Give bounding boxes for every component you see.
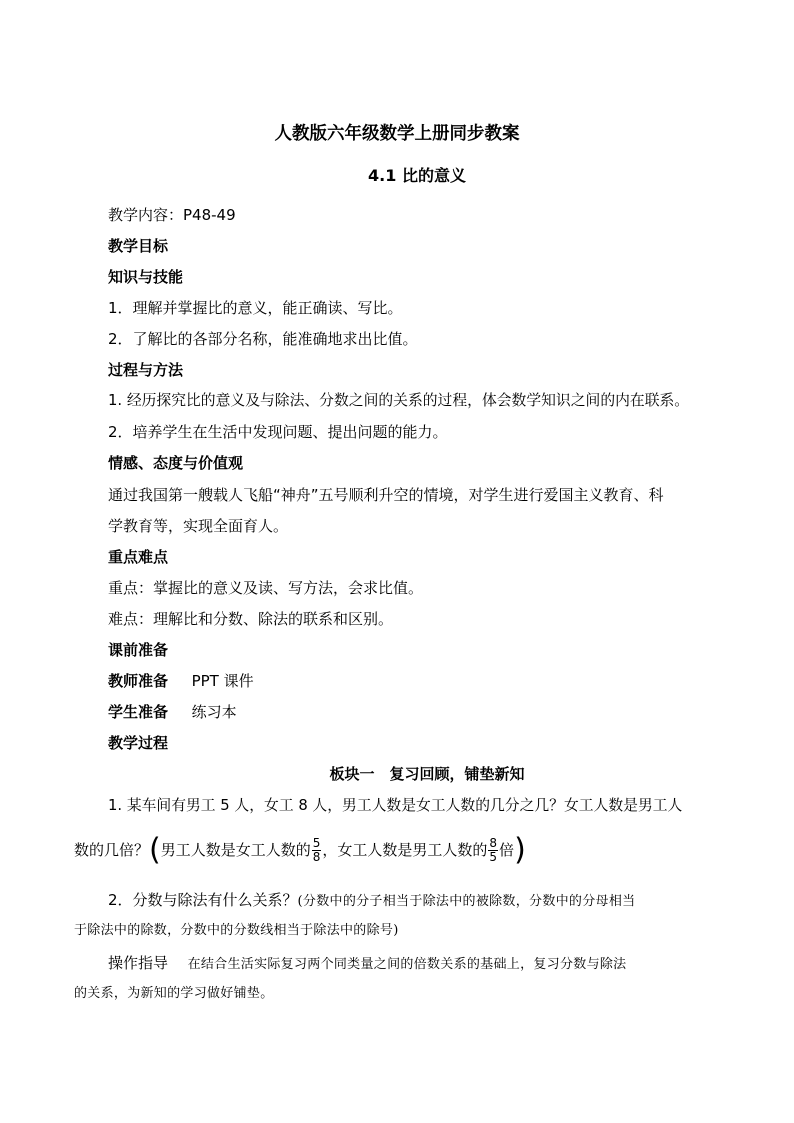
process-item-1: 1. 经历探究比的意义及与除法、分数之间的关系的过程，体会数学知识之间的内在联系。 [108,392,690,409]
teaching-process-heading: 教学过程 [108,734,169,752]
lesson-subtitle: 4.1 比的意义 [368,166,466,185]
question-2-line-1 [108,890,635,912]
student-prep-label: 学生准备 [108,703,169,721]
teacher-prep-label: 教师准备 [108,672,169,690]
question-1-text: 数的几倍？ [74,841,150,859]
emotion-heading: 情感、态度与价值观 [108,454,244,472]
difficult-point: 难点：理解比和分数、除法的联系和区别。 [108,610,394,628]
guide-text-b: 的关系，为新知的学习做好铺垫。 [74,986,274,1001]
key-points-heading: 重点难点 [108,548,169,566]
process-heading: 过程与方法 [108,361,184,379]
process-item-2: 2．培养学生在生活中发现问题、提出问题的能力。 [108,423,448,441]
block1-heading: 板块一 复习回顾，铺垫新知 [329,765,525,783]
emotion-text-line-2: 学教育等，实现全面育人。 [108,517,289,535]
guide-label: 操作指导 [108,954,169,972]
emotion-text-line-1: 通过我国第一艘载人飞船“神舟”五号顺利升空的情境，对学生进行爱国主义教育、科 [108,486,664,504]
open-paren: ( [149,832,161,868]
answer-part-c: 倍 [499,841,515,859]
knowledge-heading: 知识与技能 [108,268,184,286]
fraction-2-numerator: 8 [489,836,498,850]
answer-part-a: 男工人数是女工人数的 [160,841,311,859]
answer-part-b: ，女工人数是男工人数的 [322,841,488,859]
close-paren: ) [514,832,526,868]
key-point: 重点：掌握比的意义及读、写方法，会求比值。 [108,579,424,597]
question-2-answer-a: (分数中的分子相当于除法中的被除数，分数中的分母相当 [297,894,636,909]
guide-line-1 [108,953,626,975]
fraction-1-numerator: 5 [312,836,321,850]
goals-heading: 教学目标 [108,237,169,255]
teacher-prep-row [108,671,254,691]
student-prep-row [108,702,237,722]
knowledge-item-2: 2．了解比的各部分名称，能准确地求出比值。 [108,330,418,348]
teacher-prep-value: PPT 课件 [191,672,254,690]
fraction-1-denominator: 8 [312,850,321,864]
question-2-text: 2．分数与除法有什么关系？ [108,891,298,909]
student-prep-value: 练习本 [191,703,237,721]
preparation-heading: 课前准备 [108,641,169,659]
teaching-content: 教学内容：P48-49 [108,206,236,224]
knowledge-item-1: 1．理解并掌握比的意义，能正确读、写比。 [108,299,403,317]
fraction-2-denominator: 5 [489,850,498,864]
document-title: 人教版六年级数学上册同步教案 [274,124,520,144]
question-1-line-2 [74,833,526,869]
fraction-eight-fifths [488,837,498,864]
fraction-five-eighths [312,837,322,864]
question-1-line-1: 1. 某车间有男工 5 人，女工 8 人，男工人数是女工人数的几分之几？女工人数是男工人 [108,797,683,814]
question-2-answer-b: 于除法中的除数，分数中的分数线相当于除法中的除号) [74,923,399,938]
guide-text-a: 在结合生活实际复习两个同类量之间的倍数关系的基础上，复习分数与除法 [187,957,627,972]
